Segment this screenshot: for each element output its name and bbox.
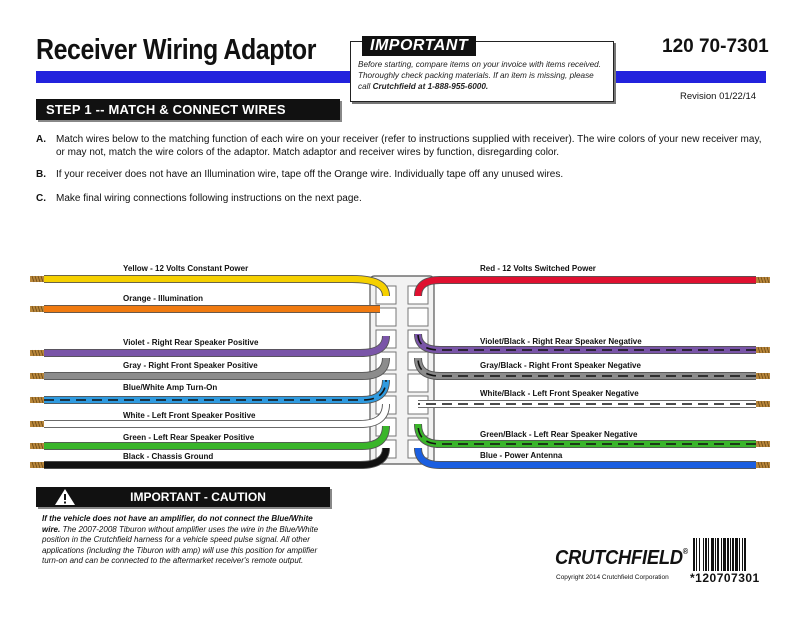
barcode-bar xyxy=(717,538,719,571)
wire-tip-left-3 xyxy=(30,373,44,379)
wire-right-5 xyxy=(418,448,756,465)
crutchfield-logo xyxy=(555,547,688,570)
barcode-bar xyxy=(696,538,697,571)
caution-bold-text: If the vehicle does not have an amplifier, do not connect the Blue/White wire. xyxy=(42,514,313,534)
barcode-bar xyxy=(742,538,743,571)
wire-tip-left-1 xyxy=(30,306,44,312)
wire-label-black: Black - Chassis Ground xyxy=(123,452,214,461)
copyright: Copyright 2014 Crutchfield Corporation xyxy=(556,574,669,581)
barcode-bar xyxy=(711,538,714,571)
wire-label-green-black: Green/Black - Left Rear Speaker Negative xyxy=(480,430,638,439)
warning-icon xyxy=(54,488,76,506)
wire-tip-left-6 xyxy=(30,443,44,449)
wire-tip-left-2 xyxy=(30,350,44,356)
barcode-bar xyxy=(739,538,740,571)
barcode-bar xyxy=(721,538,722,571)
wire-tip-right-1 xyxy=(756,347,770,353)
trademark-symbol: ® xyxy=(682,547,688,556)
wire-label-gray: Gray - Right Front Speaker Positive xyxy=(123,361,258,370)
barcode-bar xyxy=(699,538,700,571)
wire-tip-right-2 xyxy=(756,373,770,379)
instruction-key: B. xyxy=(36,169,46,180)
wire-label-white: White - Left Front Speaker Positive xyxy=(123,411,256,420)
barcode-bar xyxy=(708,538,709,571)
barcode-number: *120707301 xyxy=(690,571,760,585)
wire-tip-right-3 xyxy=(756,401,770,407)
caution-regular-text: The 2007-2008 Tiburon without amplifier uses the wire in the Blue/White position in the Crutchfield harness for a vehicle speed pulse signal. All other applications (including the Tiburon with amp) will use this position for amplifier turn-on and can be connected to the aftermarket receiver's remote output. xyxy=(42,524,319,565)
wire-label-green: Green - Left Rear Speaker Positive xyxy=(123,433,255,442)
instruction-key: A. xyxy=(36,134,46,145)
wire-label-blue-white: Blue/White Amp Turn-On xyxy=(123,383,218,392)
wire-label-white-black: White/Black - Left Front Speaker Negative xyxy=(480,389,639,398)
barcode-bar xyxy=(715,538,716,571)
wire-tip-left-4 xyxy=(30,397,44,403)
important-text-regular: Before starting, compare items on your invoice with items received. Thoroughly check packing materials. If an item is missing, please call xyxy=(358,60,601,91)
barcode-bar xyxy=(723,538,726,571)
wire-tip-right-0 xyxy=(756,277,770,283)
barcode-bar xyxy=(727,538,729,571)
wire-label-violet-black: Violet/Black - Right Rear Speaker Negative xyxy=(480,337,642,346)
caution-text xyxy=(42,514,332,567)
barcode xyxy=(693,538,765,571)
barcode-bar xyxy=(730,538,731,571)
wire-label-orange: Orange - Illumination xyxy=(123,294,204,303)
instruction-key: C. xyxy=(36,193,46,204)
wire-tip-left-5 xyxy=(30,421,44,427)
wire-right-0 xyxy=(418,280,756,296)
wire-label-violet: Violet - Right Rear Speaker Positive xyxy=(123,338,259,347)
logo-text: CRUTCHFIELD xyxy=(555,547,683,569)
instruction-text: Make final wiring connections following instructions on the next page. xyxy=(56,193,362,204)
wire-tip-left-7 xyxy=(30,462,44,468)
barcode-bar xyxy=(735,538,738,571)
important-label: IMPORTANT xyxy=(362,36,476,56)
wire-label-blue: Blue - Power Antenna xyxy=(480,451,563,460)
step-heading: STEP 1 -- MATCH & CONNECT WIRES xyxy=(36,99,340,120)
important-text-phone: Crutchfield at 1-888-955-6000. xyxy=(372,82,489,91)
barcode-bar xyxy=(705,538,707,571)
instruction-text: If your receiver does not have an Illumination wire, tape off the Orange wire. Individually tape off any unused wires. xyxy=(56,169,564,180)
barcode-bar xyxy=(732,538,734,571)
wire-tip-right-5 xyxy=(756,462,770,468)
wire-left-0 xyxy=(44,279,386,296)
wire-tip-right-4 xyxy=(756,441,770,447)
caution-heading: IMPORTANT - CAUTION xyxy=(36,487,330,507)
barcode-bar xyxy=(703,538,704,571)
instruction-text: Match wires below to the matching function of each wire on your receiver (refer to instructions supplied with receiver). The wire colors of your new receiver may, or may not, match the wire colors of the adaptor. Match adaptor and receiver wires by function, disregarding color. xyxy=(56,134,762,158)
wire-label-yellow: Yellow - 12 Volts Constant Power xyxy=(123,264,249,273)
wire-left-7 xyxy=(44,448,386,465)
part-number: 120 70-7301 xyxy=(662,36,769,57)
barcode-bar xyxy=(744,538,746,571)
wire-tip-left-0 xyxy=(30,276,44,282)
barcode-bar xyxy=(693,538,695,571)
wire-label-gray-black: Gray/Black - Right Front Speaker Negative xyxy=(480,361,641,370)
revision-date: Revision 01/22/14 xyxy=(680,91,757,102)
page-title: Receiver Wiring Adaptor xyxy=(36,34,316,66)
wire-label-red: Red - 12 Volts Switched Power xyxy=(480,264,596,273)
